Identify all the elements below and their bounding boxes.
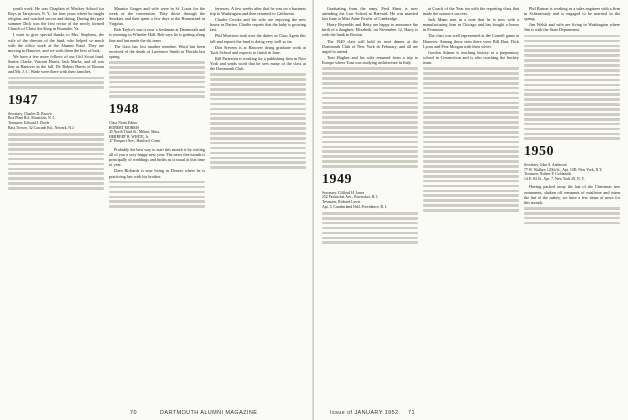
text-line [524, 103, 620, 106]
text-line [524, 74, 620, 77]
paragraph: Phil Morrison took over the duties as Class Agent this fall and reports the fund is doing very well so far. [210, 33, 306, 44]
text-line [423, 111, 519, 114]
text-line [423, 77, 519, 80]
text-line [524, 123, 620, 126]
text-line [109, 71, 205, 74]
text-line [524, 108, 620, 111]
text-line [8, 86, 104, 89]
secretary-title: Secretary, Charles D. Brown [8, 111, 52, 116]
text-line [8, 77, 104, 80]
text-line [524, 35, 620, 38]
secretary-address: 77 W. Wallace 120th St., Apt. 10D, New York, N.Y. [524, 167, 603, 172]
text-line [210, 103, 306, 106]
text-line [109, 191, 205, 194]
treasurer-title: Treasurer, Richard Lewis [322, 199, 361, 204]
text-line [423, 92, 519, 95]
text-line [109, 186, 205, 189]
text-line [423, 180, 519, 183]
text-line [210, 117, 306, 120]
text-line [524, 79, 620, 82]
text-line [210, 113, 306, 116]
treasurer-address: 14 E. 84 St., Apt. 7, New York 28, N. Y. [524, 176, 585, 181]
text-line [524, 54, 620, 57]
text-line [210, 88, 306, 91]
text-line [210, 98, 306, 101]
text-line [109, 86, 205, 89]
treasurer-title: Treasurer, Robert F. Goldsmith [524, 172, 572, 177]
text-line [322, 160, 418, 163]
right-page [314, 0, 628, 420]
magazine-title: DARTMOUTH ALUMNI MAGAZINE [160, 410, 258, 416]
text-line [423, 136, 519, 139]
text-line [423, 190, 519, 193]
text-line [8, 187, 104, 190]
text-line [322, 72, 418, 75]
text-line [524, 118, 620, 121]
text-line [210, 83, 306, 86]
text-line [322, 87, 418, 90]
paragraph: Charlie Crooks and his wife are enjoying the new house in Darien. Charlie reports that the baby is growing fast. [210, 17, 306, 33]
class-officers [8, 112, 104, 130]
text-line [524, 128, 620, 131]
right-column-1 [322, 6, 418, 402]
class-year-heading: 1947 [8, 92, 38, 108]
paragraph: Harry Reynolds and Betty are happy to announce the birth of a daughter, Elizabeth, on November 12. Harry is with the bank in Boston. [322, 22, 418, 38]
text-line [109, 181, 205, 184]
page-number: 70 [130, 410, 137, 416]
text-line [524, 40, 620, 43]
text-line [8, 143, 104, 146]
text-line [210, 142, 306, 145]
text-line [423, 204, 519, 207]
text-line [423, 97, 519, 100]
text-line [423, 209, 519, 212]
text-line [423, 199, 519, 202]
text-line [8, 81, 104, 84]
paragraph: We have a few more follows of our Girl Scout fund, Senior Clarke, Vincent Harris, Jack Marks, and all was fine at Hanover in the fall. Dr. Robert Harris of Boston and Mr. J. C. Wade were there with their families. [8, 53, 104, 75]
text-line [210, 73, 306, 76]
text-line [210, 157, 306, 160]
text-line [423, 102, 519, 105]
text-line [524, 207, 620, 210]
text-line [322, 141, 418, 144]
text-line [423, 185, 519, 188]
text-line [423, 146, 519, 149]
text-line [8, 168, 104, 171]
class-year-heading: 1949 [322, 171, 352, 187]
text-line [8, 163, 104, 166]
text-line [322, 131, 418, 134]
text-line [423, 160, 519, 163]
text-line [322, 227, 418, 230]
text-line [423, 131, 519, 134]
secretary-title: Class Notes Editor [109, 121, 138, 126]
text-line [423, 121, 519, 124]
text-line [524, 98, 620, 101]
text-line [524, 49, 620, 52]
text-line [322, 102, 418, 105]
text-line [423, 87, 519, 90]
paragraph: Gordon Adams is teaching history at a preparatory school in Connecticut and is also coaching the hockey team. [423, 49, 519, 65]
paragraph: Having packed away the last of the Christmas tree ornaments, shaken off remnants of mistletoe and eaten the last of the turkey, we have a few items of news for this month. [524, 184, 620, 205]
text-line [423, 72, 519, 75]
text-line [210, 152, 306, 155]
secretary-address: 45 North Third St., Milton, Mass. [109, 130, 161, 135]
issue-date: Issue of JANUARY 1952 [330, 410, 399, 416]
paragraph: at Coach of the Year tea with the reporting class that made the season a success. [423, 6, 519, 17]
text-line [8, 138, 104, 141]
text-line [322, 82, 418, 85]
text-line [109, 200, 205, 203]
text-line [423, 141, 519, 144]
text-line [210, 127, 306, 130]
text-line [322, 111, 418, 114]
text-line [524, 113, 620, 116]
treasurer-title: Treasurer, Edward J. Boyle [8, 121, 50, 126]
class-officers [109, 121, 205, 144]
text-line [524, 45, 620, 48]
text-line [423, 175, 519, 178]
text-line [109, 61, 205, 64]
text-line [109, 205, 205, 208]
text-line [423, 155, 519, 158]
text-line [322, 136, 418, 139]
treasurer-address: Bass Trower, 32 Cascade Rd., Newark, N.J. [8, 125, 75, 130]
text-line [322, 155, 418, 158]
text-line [109, 76, 205, 79]
paragraph: Don Stevens is at Hanover doing graduate work at Tuck School and expects to finish in June. [210, 44, 306, 55]
text-line [524, 217, 620, 220]
secretary-name: ROBERT MORRIS [109, 125, 140, 130]
text-line [322, 126, 418, 129]
text-line [322, 116, 418, 119]
secretary-address: Box Plant Rd., Montclair, N. J. [8, 116, 56, 121]
paragraph: The class was well represented at the Cornell game at Hanover. Among those seen there were Bill Hart, Dick Lyons and Pete Morgan with their wives. [423, 33, 519, 49]
right-column-3 [524, 6, 620, 402]
page-number: 71 [408, 410, 415, 416]
text-line [322, 146, 418, 149]
text-line [210, 132, 306, 135]
text-line [109, 66, 205, 69]
secretary-title: Secretary, John S. Anderson [524, 163, 567, 168]
text-line [8, 153, 104, 156]
text-line [8, 133, 104, 136]
text-line [423, 165, 519, 168]
text-line [322, 232, 418, 235]
paragraph: Jim Walsh and wife are living in Washington where Jim is with the State Department. [524, 22, 620, 33]
secretary-address: 252 Pawtucket Ave., Pawtucket, R. I. [322, 195, 379, 200]
right-column-2 [423, 6, 519, 402]
text-line [322, 222, 418, 225]
text-line [322, 97, 418, 100]
paragraph: I want to give special thanks to Mrs. Stephens, the wife of the director of the fund, who helped so much with the office work at the Alumni Fund. They are moving to Hanover, and we wish them the best of luck. [8, 32, 104, 53]
text-line [322, 150, 418, 153]
paragraph: Graduating from the army, Fred Shaw is now attending the Law School at Harvard. He was married last June to Miss Anne Fowler of Cambridge. [322, 6, 418, 22]
text-line [210, 147, 306, 150]
text-line [524, 93, 620, 96]
text-line [524, 89, 620, 92]
text-line [423, 106, 519, 109]
text-line [322, 67, 418, 70]
paragraph: Tom Hughes and his wife returned from a trip to Europe where Tom was studying architecture in Italy. [322, 54, 418, 65]
text-line [322, 241, 418, 244]
text-line [524, 69, 620, 72]
left-column-3 [210, 6, 306, 402]
text-line [524, 84, 620, 87]
class-year-heading: 1950 [524, 144, 554, 160]
paragraph: The 1949 class will hold its next dinner at the Dartmouth Club of New York in February, and all are urged to attend. [322, 38, 418, 54]
text-line [109, 196, 205, 199]
text-line [322, 92, 418, 95]
text-line [8, 158, 104, 161]
text-line [210, 93, 306, 96]
text-line [423, 126, 519, 129]
text-line [322, 165, 418, 168]
class-officers [524, 163, 620, 181]
paragraph: Phil Burton is working as a sales engineer with a firm in Schenectady and is engaged to be married in the spring. [524, 6, 620, 22]
text-line [524, 133, 620, 136]
text-line [8, 182, 104, 185]
text-line [524, 64, 620, 67]
class-officers [322, 191, 418, 209]
text-line [423, 67, 519, 70]
paragraph: Dave Richards is now living in Denver where he is practicing law with his brother. [109, 168, 205, 179]
paragraph: youth work. He was Chaplain of Mackey School for Boys in Tarrytown, N. Y., for four years where he taught religion, and coached soccer and skiing. During this past summer Dick was the first rector of the newly formed Church of Christ the King in Roanoke, Va. [8, 6, 104, 32]
text-line [423, 150, 519, 153]
text-line [322, 237, 418, 240]
text-line [322, 212, 418, 215]
text-line [210, 108, 306, 111]
paragraph: Jack Mann sent in a note that he is now with a manufacturing firm in Chicago and has bought a house in Evanston. [423, 17, 519, 33]
text-line [524, 59, 620, 62]
text-line [109, 91, 205, 94]
paragraph: Bob Taylor's son is now a freshman at Dartmouth and is rooming in Wheeler Hall. Bob says he is getting along fine and has made the ski team. [109, 27, 205, 43]
text-line [423, 194, 519, 197]
text-line [210, 78, 306, 81]
text-line [423, 116, 519, 119]
text-line [322, 106, 418, 109]
text-line [8, 148, 104, 151]
treasurer-address: Apt. 5, Cumberland Hall, Providence, R. I. [322, 204, 388, 209]
treasurer-address: 47 Prospect Ave., Hartford, Conn. [109, 139, 161, 144]
text-line [524, 222, 620, 225]
text-line [8, 172, 104, 175]
class-year-heading: 1948 [109, 102, 139, 118]
text-line [210, 122, 306, 125]
text-line [210, 137, 306, 140]
paragraph: The class has lost another member. Word has been received of the death of Lawrence Smith in Florida last spring. [109, 43, 205, 59]
paragraph: ferences. A few weeks after that he was on a business trip to Washington and then returned to California. [210, 6, 306, 17]
secretary-title: Secretary, Clifford H. Jones [322, 190, 365, 195]
text-line [423, 82, 519, 85]
paragraph: Maurice Gorges and wife were in St. Louis for the week of the convention. They drove through the Smokies and then spent a few days at the Homestead in Virginia. [109, 6, 205, 27]
treasurer-title: HERBERT R. WHITE, Jr. [109, 134, 149, 139]
text-line [524, 137, 620, 140]
text-line [524, 212, 620, 215]
text-line [210, 161, 306, 164]
text-line [322, 77, 418, 80]
text-line [322, 121, 418, 124]
text-line [322, 217, 418, 220]
paragraph: Probably the best way to start this month is by writing all of you a very happy new year. The news this month is principally of weddings and births as is usual at this time of year. [109, 147, 205, 168]
left-column-2 [109, 6, 205, 402]
text-line [109, 81, 205, 84]
paragraph: Bill Patterson is working for a publishing firm in New York and sends word that he sees many of the class at the Dartmouth Club. [210, 55, 306, 72]
left-column-1 [8, 6, 104, 402]
text-line [109, 95, 205, 98]
text-line [210, 166, 306, 169]
text-line [8, 177, 104, 180]
text-line [423, 170, 519, 173]
